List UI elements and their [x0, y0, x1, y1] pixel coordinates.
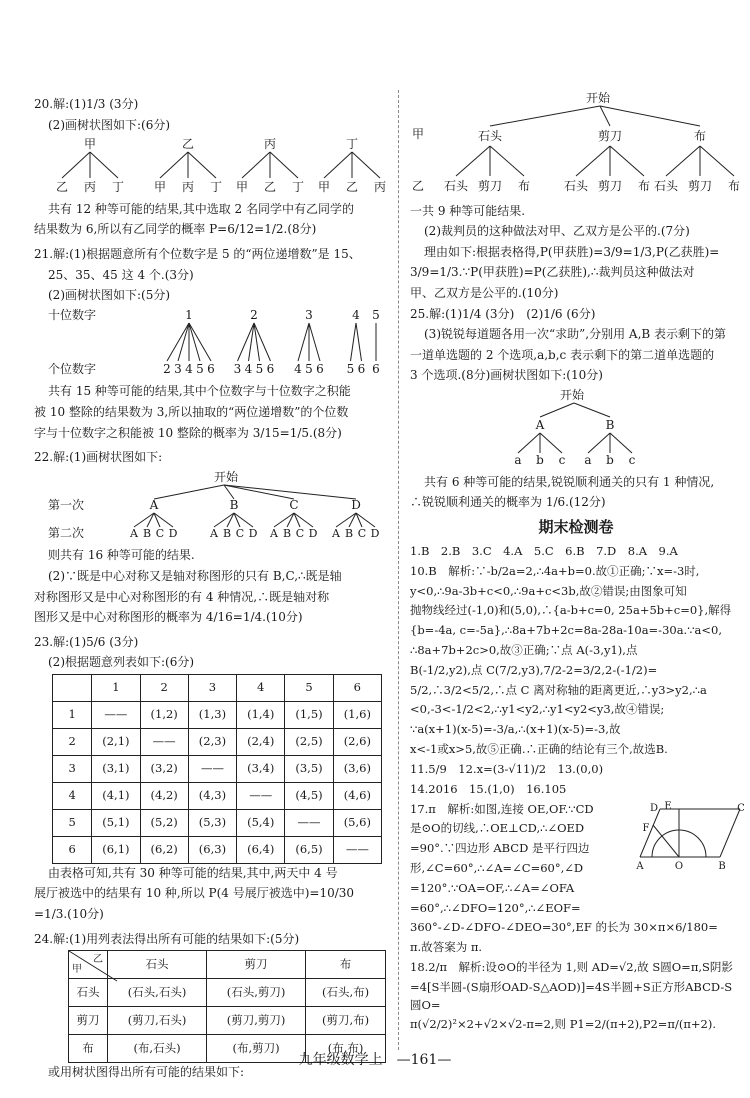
q17-geometry-figure	[636, 800, 745, 872]
figure-label: C	[737, 802, 745, 814]
q25-line-1: 25.解:(1)1/4 (3分) (2)1/6 (6分)	[410, 306, 596, 321]
q21-tens-label: 十位数字	[48, 307, 97, 322]
final-line-15: 是⊙O的切线,∴OE⊥CD,∴∠OED	[410, 821, 585, 836]
table-cell: 4	[53, 782, 92, 809]
table-cell: (石头,剪刀)	[207, 979, 306, 1007]
table-cell: (2,5)	[285, 728, 333, 755]
tree-branch	[540, 403, 574, 417]
q24-line-2: 或用树状图得出所有可能的结果如下:	[48, 1065, 245, 1080]
tree-branch	[576, 146, 610, 176]
table-cell: ——	[92, 701, 140, 728]
table-cell: (1,6)	[333, 701, 381, 728]
q24-tree-jia: 甲	[412, 127, 425, 141]
table-cell: ——	[333, 836, 381, 863]
table-cell: (6,1)	[92, 836, 140, 863]
table-cell: (6,4)	[237, 836, 285, 863]
q20-tree-node: 丙	[263, 137, 277, 152]
tree-branch	[351, 323, 357, 361]
final-line-1: 1.B 2.B 3.C 4.A 5.C 6.B 7.D 8.A 9.A	[410, 543, 678, 558]
q24-line-1: 24.解:(1)用列表法得出所有可能的结果如下:(5分)	[34, 931, 300, 946]
table-cell: (2,4)	[237, 728, 285, 755]
tree-branch	[224, 485, 294, 499]
figure-label: A	[636, 860, 644, 872]
q24-tree-leaf: 布	[727, 179, 741, 193]
q21-line-3: (2)画树状图如下:(5分)	[48, 288, 171, 303]
table-cell: ——	[237, 782, 285, 809]
tree-branch	[189, 323, 200, 361]
q21-units-leaf: 5	[255, 361, 264, 376]
tree-branch	[324, 152, 352, 178]
q25-second-leaf: a	[514, 452, 522, 467]
q25-start: 开始	[560, 387, 585, 402]
final-line-5: {b=-4a, c=-5a},∴8a+7b+2c=8a-28a-10a=-30a.∵a<0,	[410, 623, 722, 638]
q24-tree-start: 开始	[586, 91, 611, 105]
tree-branch	[600, 106, 700, 126]
q24-tree-leaf: 石头	[443, 179, 469, 193]
q22-first-node: D	[351, 497, 361, 512]
table-cell: (1,2)	[140, 701, 188, 728]
q24-tree-diagram	[410, 88, 742, 196]
final-line-14: 17.π 解析:如图,连接 OE,OF.∵CD	[410, 801, 594, 816]
q21-units-leaf: 4	[244, 361, 253, 376]
table-row	[69, 979, 386, 1007]
tree-branch	[456, 146, 490, 176]
q22-first-node: C	[289, 497, 299, 512]
tree-branch	[610, 146, 644, 176]
q21-line-5: 被 10 整除的结果数为 3,所以抽取的“两位递增数”的个位数	[34, 404, 349, 419]
q25-line-6: ∴锐锐顺利通关的概率为 1/6.(12分)	[410, 495, 606, 510]
q21-tens-node: 3	[305, 307, 313, 322]
q20-tree-leaf: 丙	[373, 180, 387, 195]
q21-line-2: 25、35、45 这 4 个.(3分)	[48, 267, 194, 282]
tree-branch	[574, 403, 610, 417]
q20-line-3: 共有 12 种等可能的结果,其中选取 2 名同学中有乙同学的	[48, 201, 354, 216]
q25-tree-diagram	[410, 387, 742, 467]
tree-branch	[167, 323, 189, 361]
q24-tree-node: 石头	[477, 129, 503, 143]
final-line-7: B(-1/2,y2),点 C(7/2,y3),7/2-2=3/2,2-(-1/2)=	[410, 662, 658, 677]
table-cell: (5,6)	[333, 809, 381, 836]
table-cell: (5,1)	[92, 809, 140, 836]
tree-branch	[610, 433, 632, 453]
tree-branch	[356, 323, 362, 361]
table-cell: (4,3)	[188, 782, 236, 809]
q25-second-leaf: a	[584, 452, 592, 467]
q22-second-leaf: C	[235, 526, 245, 540]
q25-first-node: A	[535, 417, 545, 432]
q21-units-leaf: 6	[372, 361, 380, 376]
q17-block	[410, 800, 745, 918]
table-cell: ——	[188, 755, 236, 782]
table-cell: 石头	[69, 979, 108, 1007]
corner-label-jia: 甲	[72, 963, 82, 975]
final-line-18: =120°.∵OA=OF,∴∠A=∠OFA	[410, 880, 575, 895]
q22-line-2: 则共有 16 种等可能的结果.	[48, 548, 195, 563]
table-row	[69, 1007, 386, 1035]
q20-tree-node: 丁	[345, 137, 359, 152]
final-line-22: 18.2/π 解析:设⊙O的半径为 1,则 AD=√2,故 S圆O=π,S阴影	[410, 960, 733, 975]
final-line-4: 抛物线经过(-1,0)和(5,0),∴{a-b+c=0, 25a+5b+c=0},解得	[410, 603, 732, 618]
table-row	[53, 809, 382, 836]
tree-branch	[490, 106, 600, 126]
table-header-cell: 石头	[108, 951, 207, 979]
table-cell: (3,6)	[333, 755, 381, 782]
figure-label: F	[642, 822, 650, 834]
table-cell: 3	[188, 674, 236, 701]
q25-first-node: B	[605, 417, 615, 432]
q21-tree-diagram	[34, 307, 386, 377]
table-row	[53, 728, 382, 755]
q23-table	[52, 674, 382, 864]
q24b-line-3: 理由如下:根据表格得,P(甲获胜)=3/9=1/3,P(乙获胜)=	[424, 244, 720, 259]
q21-tens-node: 2	[250, 307, 258, 322]
q20-tree-leaf: 甲	[235, 180, 249, 195]
final-line-6: ∴8a+7b+2c>0,故③正确;∵点 A(-3,y1),点	[410, 643, 638, 658]
q21-units-label: 个位数字	[48, 361, 97, 376]
q22-first-node: A	[149, 497, 159, 512]
table-cell: 6	[333, 674, 381, 701]
figure-label: D	[649, 802, 659, 814]
q25-second-leaf: b	[536, 452, 544, 467]
q22-second-leaf: B	[344, 526, 354, 540]
table-cell: (2,3)	[188, 728, 236, 755]
q21-units-leaf: 5	[196, 361, 204, 376]
q20-tree-leaf: 乙	[345, 180, 359, 195]
q21-units-leaf: 6	[266, 361, 275, 376]
question-22	[34, 448, 386, 627]
q20-line-2: (2)画树状图如下:(6分)	[48, 117, 171, 132]
table-cell: (1,4)	[237, 701, 285, 728]
table-cell: ——	[285, 809, 333, 836]
final-line-20: 360°-∠D-∠DFO-∠DEO=30°,EF 的长为 30×π×6/180=	[410, 920, 718, 935]
table-cell: 5	[285, 674, 333, 701]
tree-branch	[160, 152, 188, 178]
q22-line-1: 22.解:(1)画树状图如下:	[34, 450, 163, 465]
table-cell: 2	[53, 728, 92, 755]
q20-tree-node: 甲	[83, 137, 97, 152]
q20-line-4: 结果数为 6,所以有乙同学的概率 P=6/12=1/2.(8分)	[34, 222, 317, 237]
q20-line-1: 20.解:(1)1/3 (3分)	[34, 97, 139, 111]
q22-line-3: (2)∵既是中心对称又是轴对称图形的只有 B,C,∴既是轴	[48, 568, 342, 583]
q21-units-leaf: 4	[294, 361, 302, 376]
final-line-10: ∵a(x+1)(x-5)=-3/a,∴(x+1)(x-5)=-3,故	[410, 722, 621, 737]
table-header-cell: 剪刀	[207, 951, 306, 979]
q22-second-leaf: C	[155, 526, 165, 540]
table-cell: (4,1)	[92, 782, 140, 809]
table-cell: (石头,石头)	[108, 979, 207, 1007]
table-cell: (3,5)	[285, 755, 333, 782]
final-exam-answers	[410, 543, 745, 1034]
tree-branch	[700, 146, 734, 176]
table-cell: 6	[53, 836, 92, 863]
final-line-24: π(√2/2)²×2+√2×√2-π=2,则 P1=2/(π+2),P2=π/(π+2).	[410, 1017, 716, 1032]
final-line-16: =90°.∵四边形 ABCD 是平行四边	[410, 841, 590, 856]
table-cell: 布	[69, 1035, 108, 1063]
table-cell: (剪刀,石头)	[108, 1007, 207, 1035]
tree-branch	[518, 433, 540, 453]
final-line-3: y<0,∴9a-3b+c<0,∴9a+c<3b,故②错误;由图象可知	[410, 583, 687, 598]
q20-tree-leaf: 丙	[181, 180, 195, 195]
table-cell: (2,6)	[333, 728, 381, 755]
figure-label: O	[674, 860, 684, 872]
tree-branch	[270, 152, 298, 178]
left-column	[34, 95, 386, 1084]
corner-label-yi: 乙	[93, 954, 103, 966]
right-column	[410, 88, 745, 1036]
final-line-21: π.故答案为 π.	[410, 940, 483, 955]
q22-second-leaf: C	[295, 526, 305, 540]
table-cell: 剪刀	[69, 1007, 108, 1035]
tree-branch	[666, 146, 700, 176]
table-cell: (3,2)	[140, 755, 188, 782]
table-row	[53, 755, 382, 782]
figure-label: E	[664, 800, 672, 812]
q24-tree-leaf: 石头	[563, 179, 589, 193]
q24-tree-leaf: 剪刀	[477, 179, 503, 193]
table-row	[53, 782, 382, 809]
table-cell	[53, 674, 92, 701]
q21-line-1: 21.解:(1)根据题意所有个位数字是 5 的“两位递增数”是 15、	[34, 246, 361, 261]
q24-tree-node: 布	[693, 129, 707, 143]
q22-second-leaf: B	[222, 526, 232, 540]
table-cell: (布,布)	[306, 1035, 386, 1063]
table-cell: (3,1)	[92, 755, 140, 782]
table-cell: (2,1)	[92, 728, 140, 755]
table-cell: (4,5)	[285, 782, 333, 809]
q22-first-label: 第一次	[48, 497, 85, 512]
q22-second-leaf: C	[357, 526, 367, 540]
q21-tens-node: 1	[185, 307, 193, 322]
question-20	[34, 95, 386, 239]
q21-line-6: 字与十位数字之积能被 10 整除的概率为 3/15=1/5.(8分)	[34, 425, 342, 440]
q22-second-leaf: D	[168, 526, 178, 540]
q22-second-leaf: A	[130, 526, 138, 540]
table-cell: (剪刀,剪刀)	[207, 1007, 306, 1035]
q22-line-4: 对称图形又是中心对称图形的有 4 种情况,∴既是轴对称	[34, 589, 330, 604]
q21-units-leaf: 5	[305, 361, 313, 376]
q25-second-leaf: c	[558, 452, 566, 467]
q21-units-leaf: 3	[233, 361, 242, 376]
q21-tens-node: 4	[352, 307, 360, 322]
table-cell: (1,3)	[188, 701, 236, 728]
q24-tree-leaf: 石头	[653, 179, 679, 193]
final-line-12: 11.5/9 12.x=(3-√11)/2 13.(0,0)	[410, 761, 604, 776]
table-cell: (5,4)	[237, 809, 285, 836]
table-cell: (剪刀,布)	[306, 1007, 386, 1035]
question-21	[34, 245, 386, 442]
q24b-line-2: (2)裁判员的这种做法对甲、乙双方是公平的.(7分)	[424, 224, 690, 239]
q22-second-leaf: A	[270, 526, 278, 540]
q25-line-4: 3 个选项.(8分)画树状图如下:(10分)	[410, 368, 603, 383]
q22-second-label: 第二次	[48, 525, 85, 540]
tree-branch	[188, 152, 216, 178]
table-cell: (5,2)	[140, 809, 188, 836]
table-cell: 2	[140, 674, 188, 701]
q22-start: 开始	[214, 469, 239, 484]
table-cell: ——	[140, 728, 188, 755]
question-25	[410, 305, 742, 512]
table-cell: (布,剪刀)	[207, 1035, 306, 1063]
q23-line-1: 23.解:(1)5/6 (3分)	[34, 634, 139, 649]
q22-second-leaf: A	[210, 526, 218, 540]
final-line-23: =4[S半圆-(S扇形OAD-S△AOD)]=4S半圆+S正方形ABCD-S圆O=	[410, 979, 733, 1012]
q20-tree-leaf: 甲	[153, 180, 167, 195]
q22-second-leaf: D	[370, 526, 380, 540]
q21-units-leaf: 5	[346, 361, 355, 376]
table-cell: (石头,布)	[306, 979, 386, 1007]
q23-line-2: (2)根据题意列表如下:(6分)	[48, 655, 195, 670]
q21-units-leaf: 4	[185, 361, 193, 376]
tree-branch	[588, 433, 610, 453]
q20-tree-leaf: 丁	[111, 180, 125, 195]
final-line-8: 5/2,∴3/2<5/2,∴点 C 离对称轴的距离更近,∴y3>y2,∴a	[410, 682, 707, 697]
q22-second-leaf: A	[332, 526, 340, 540]
q24-tree-leaf: 剪刀	[687, 179, 713, 193]
q22-second-leaf: D	[248, 526, 258, 540]
final-exam-title: 期末检测卷	[538, 517, 614, 536]
table-cell: (3,4)	[237, 755, 285, 782]
q24-tree-yi: 乙	[412, 179, 425, 193]
q25-line-5: 共有 6 种等可能的结果,锐锐顺利通关的只有 1 种情况,	[424, 474, 715, 489]
q24-table	[68, 950, 386, 1063]
q24-tree-leaf: 布	[517, 179, 531, 193]
table-row	[53, 701, 382, 728]
q21-tens-node: 5	[372, 307, 380, 322]
final-line-2: 10.B 解析:∵-b/2a=2,∴4a+b=0.故①正确;∵x=-3时,	[410, 563, 700, 578]
table-cell: (6,2)	[140, 836, 188, 863]
q21-line-4: 共有 15 种等可能的结果,其中个位数字与十位数字之积能	[48, 384, 351, 399]
q22-second-leaf: B	[142, 526, 152, 540]
table-cell: (4,2)	[140, 782, 188, 809]
table-header-cell: 布	[306, 951, 386, 979]
q20-tree-leaf: 乙	[55, 180, 69, 195]
q21-units-leaf: 2	[163, 361, 171, 376]
tree-branch	[540, 433, 562, 453]
q23-header-row	[53, 674, 382, 701]
q20-tree-diagram	[34, 136, 386, 194]
q20-tree-leaf: 丁	[291, 180, 305, 195]
q21-units-leaf: 6	[316, 361, 324, 376]
q20-tree-leaf: 乙	[263, 180, 277, 195]
table-cell: 1	[92, 674, 140, 701]
q24-tree-node: 剪刀	[597, 129, 623, 143]
question-23	[34, 633, 386, 924]
q20-tree-leaf: 丁	[209, 180, 223, 195]
final-line-19: =60°,∴∠DFO=120°,∴∠EOF=	[410, 900, 581, 915]
column-divider	[398, 90, 399, 1050]
page-footer: 九年级数学上 —161—	[298, 1052, 452, 1068]
q23-line-4: 展厅被选中的结果有 10 种,所以 P(4 号展厅被选中)=10/30	[34, 886, 355, 901]
q25-second-leaf: b	[606, 452, 614, 467]
q24-header-row	[69, 951, 386, 979]
table-row	[53, 836, 382, 863]
q24-tree-leaf: 剪刀	[597, 179, 623, 193]
q25-line-3: 一道单选题的 2 个选项,a,b,c 表示剩下的第二道单选题的	[410, 347, 715, 362]
final-line-9: <0,-3<-1/2<2,∴y1<y2,∴y1<y2<y3,故④错误;	[410, 702, 665, 717]
q23-line-3: 由表格可知,共有 30 种等可能的结果,其中,两天中 4 号	[48, 865, 338, 880]
tree-branch	[178, 323, 189, 361]
q22-tree-diagram	[34, 469, 386, 541]
table-cell: (4,6)	[333, 782, 381, 809]
q23-line-5: =1/3.(10分)	[34, 907, 104, 922]
tree-branch	[309, 323, 320, 361]
final-line-17: 形,∠C=60°,∴∠A=∠C=60°,∠D	[410, 860, 584, 875]
tree-branch	[154, 485, 224, 499]
tree-branch	[298, 323, 309, 361]
q25-second-leaf: c	[628, 452, 636, 467]
q25-line-2: (3)锐锐每道题各用一次“求助”,分别用 A,B 表示剩下的第	[424, 327, 727, 342]
q24b-line-1: 一共 9 种等可能结果.	[410, 203, 526, 218]
tree-branch	[224, 485, 356, 499]
table-cell: (6,5)	[285, 836, 333, 863]
figure-label: B	[718, 860, 726, 872]
final-line-11: x<-1或x>5,故⑤正确.∴正确的结论有三个,故选B.	[410, 742, 668, 757]
tree-branch	[242, 152, 270, 178]
q24b-line-5: 甲、乙双方是公平的.(10分)	[410, 285, 559, 300]
q20-tree-leaf: 丙	[83, 180, 97, 195]
q22-first-node: B	[229, 497, 239, 512]
q20-tree-leaf: 甲	[317, 180, 331, 195]
tree-branch	[490, 146, 524, 176]
table-cell: (布,石头)	[108, 1035, 207, 1063]
table-cell: 4	[237, 674, 285, 701]
q21-units-leaf: 6	[357, 361, 366, 376]
tree-branch	[189, 323, 211, 361]
table-cell: (6,3)	[188, 836, 236, 863]
tree-branch	[600, 106, 610, 126]
q22-second-leaf: D	[308, 526, 318, 540]
table-cell: 5	[53, 809, 92, 836]
q24-corner-cell	[69, 951, 108, 979]
q24b-line-4: 3/9=1/3.∵P(甲获胜)=P(乙获胜),∴裁判员这种做法对	[410, 265, 695, 280]
q22-line-5: 图形又是中心对称图形的概率为 4/16=1/4.(10分)	[34, 610, 303, 625]
table-cell: (1,5)	[285, 701, 333, 728]
q24-tree-leaf: 布	[637, 179, 651, 193]
q20-tree-node: 乙	[181, 137, 195, 152]
q22-second-leaf: B	[282, 526, 292, 540]
tree-branch	[62, 152, 90, 178]
table-cell: 1	[53, 701, 92, 728]
q21-units-leaf: 3	[174, 361, 182, 376]
question-24-part2	[410, 202, 742, 303]
tree-branch	[90, 152, 118, 178]
q21-units-leaf: 6	[207, 361, 215, 376]
final-line-13: 14.2016 15.(1,0) 16.105	[410, 781, 567, 796]
table-cell: (5,3)	[188, 809, 236, 836]
tree-branch	[352, 152, 380, 178]
table-cell: 3	[53, 755, 92, 782]
